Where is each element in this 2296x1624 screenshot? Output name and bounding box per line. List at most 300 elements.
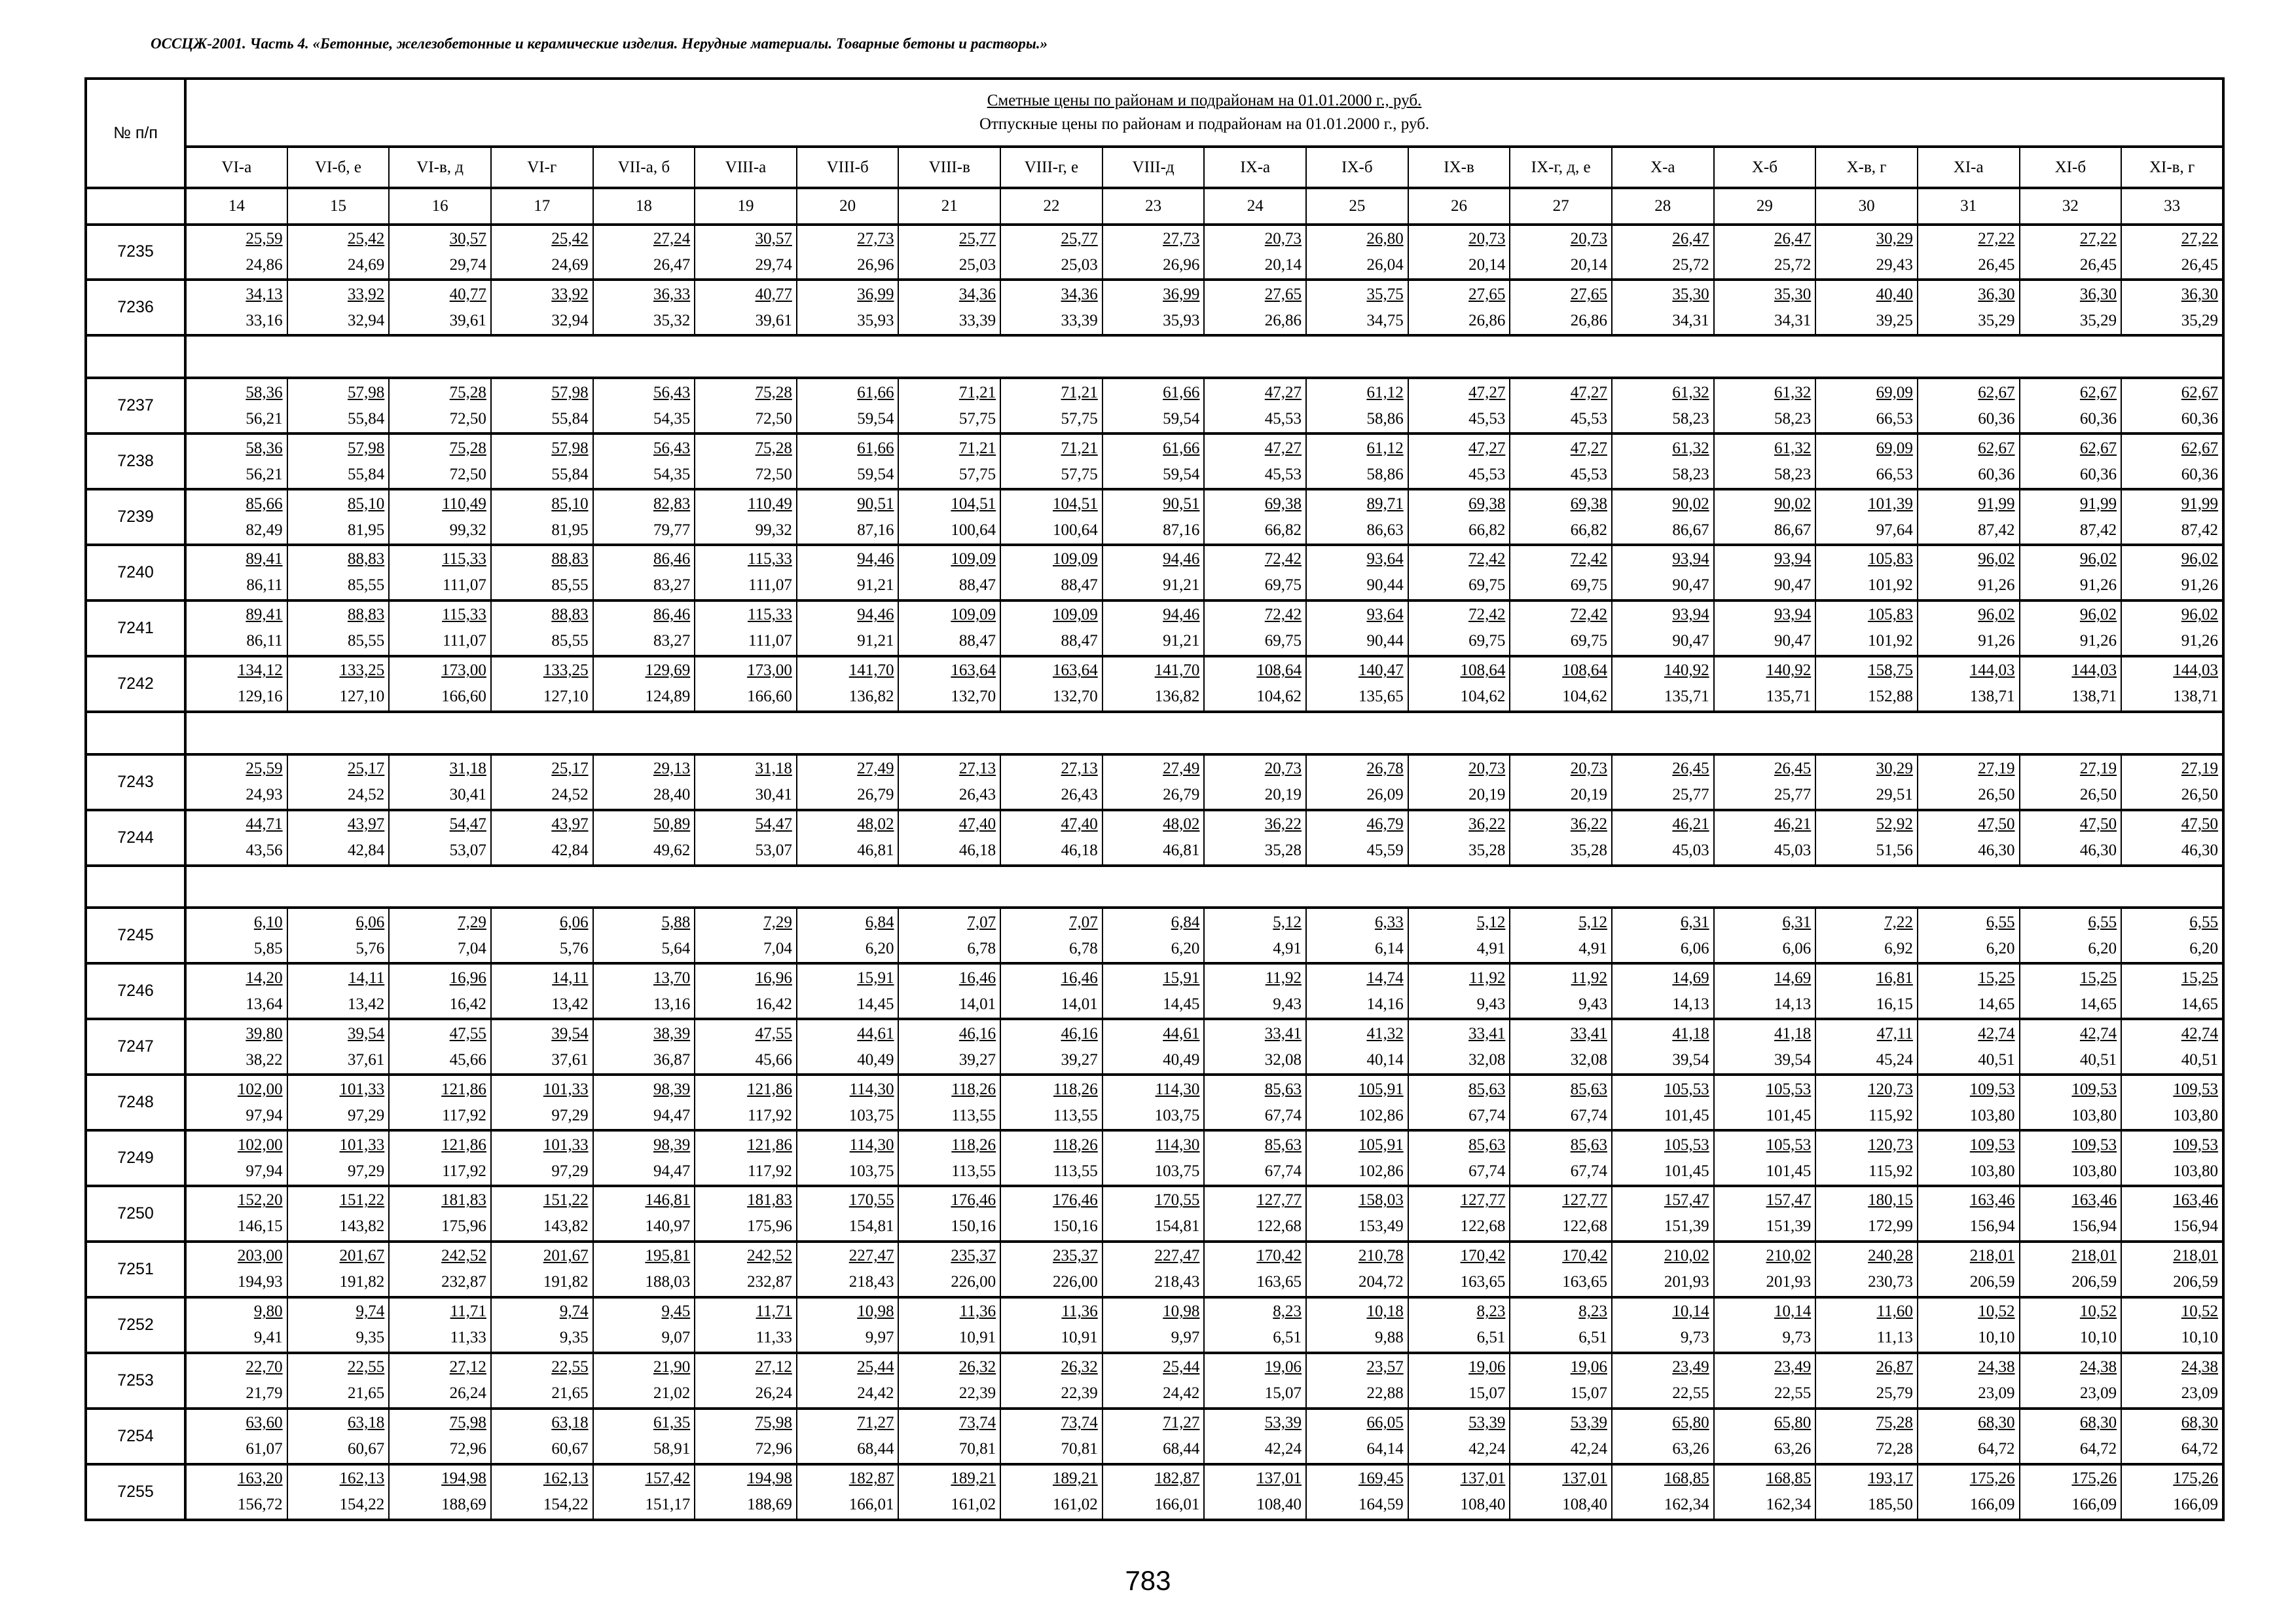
release-price: 9,73 xyxy=(1782,1329,1812,1347)
release-price: 232,87 xyxy=(747,1273,792,1291)
release-price: 88,47 xyxy=(1061,576,1098,595)
release-price: 58,23 xyxy=(1774,409,1812,428)
estimated-price: 163,46 xyxy=(2071,1191,2117,1209)
estimated-price: 101,33 xyxy=(339,1080,385,1098)
estimated-price: 36,33 xyxy=(653,285,691,303)
release-price: 188,69 xyxy=(747,1496,792,1514)
price-cell xyxy=(1612,908,1714,963)
price-cell xyxy=(695,1353,797,1409)
release-price: 101,45 xyxy=(1664,1162,1709,1180)
price-cell xyxy=(1000,434,1102,489)
release-price: 103,80 xyxy=(2071,1106,2117,1124)
price-cell xyxy=(898,908,1000,963)
price-cell xyxy=(1612,489,1714,545)
table-row xyxy=(86,1130,2223,1186)
price-cell xyxy=(1612,1242,1714,1297)
price-cell xyxy=(185,1186,287,1242)
item-code: 7248 xyxy=(86,1075,185,1130)
estimated-price: 41,32 xyxy=(1366,1024,1404,1043)
release-price: 113,55 xyxy=(951,1106,996,1124)
price-cell xyxy=(185,810,287,866)
estimated-price: 23,57 xyxy=(1366,1358,1404,1376)
estimated-price: 19,06 xyxy=(1468,1358,1506,1376)
price-cell xyxy=(1204,600,1306,656)
price-cell xyxy=(1408,378,1510,434)
estimated-price: 104,51 xyxy=(1053,494,1098,513)
estimated-price: 11,36 xyxy=(959,1302,996,1321)
price-cell xyxy=(898,1075,1000,1130)
release-price: 60,36 xyxy=(2181,465,2219,483)
estimated-price: 133,25 xyxy=(339,661,385,680)
release-price: 88,47 xyxy=(958,632,996,650)
release-price: 46,18 xyxy=(958,841,996,860)
estimated-price: 27,13 xyxy=(958,760,996,778)
release-price: 58,23 xyxy=(1774,465,1812,483)
estimated-price: 5,12 xyxy=(1273,913,1302,931)
estimated-price: 109,09 xyxy=(951,606,996,624)
release-price: 69,75 xyxy=(1468,632,1506,650)
price-cell xyxy=(1306,1242,1408,1297)
release-price: 82,49 xyxy=(246,521,283,539)
price-cell xyxy=(2121,280,2223,335)
estimated-price: 69,09 xyxy=(1876,383,1913,401)
release-price: 94,47 xyxy=(653,1106,691,1124)
column-number: 21 xyxy=(898,188,1000,225)
release-price: 162,34 xyxy=(1664,1496,1709,1514)
price-cell xyxy=(593,1297,695,1353)
release-price: 42,24 xyxy=(1468,1440,1506,1458)
release-price: 218,43 xyxy=(848,1273,894,1291)
price-cell xyxy=(695,754,797,810)
release-price: 101,92 xyxy=(1868,576,1913,595)
price-cell xyxy=(2020,1186,2122,1242)
release-price: 99,32 xyxy=(755,521,792,539)
release-price: 21,65 xyxy=(551,1384,589,1403)
price-cell xyxy=(1000,963,1102,1019)
price-cell xyxy=(1510,754,1612,810)
release-price: 32,08 xyxy=(1264,1050,1302,1069)
price-cell xyxy=(1000,225,1102,280)
release-price: 60,36 xyxy=(2181,409,2219,428)
estimated-price: 98,39 xyxy=(653,1135,691,1154)
price-cell xyxy=(1714,1130,1816,1186)
estimated-price: 7,29 xyxy=(763,913,792,931)
estimated-price: 42,74 xyxy=(2181,1024,2219,1043)
estimated-price: 75,28 xyxy=(449,383,486,401)
release-price: 166,09 xyxy=(2071,1496,2117,1514)
price-cell xyxy=(593,963,695,1019)
price-cell xyxy=(593,545,695,600)
estimated-price: 82,83 xyxy=(653,494,691,513)
release-price: 101,45 xyxy=(1766,1106,1812,1124)
price-cell xyxy=(898,225,1000,280)
price-cell xyxy=(593,1409,695,1464)
column-number: 16 xyxy=(389,188,491,225)
release-price: 166,09 xyxy=(1969,1496,2015,1514)
column-number: 27 xyxy=(1510,188,1612,225)
release-price: 54,35 xyxy=(653,465,691,483)
release-price: 57,75 xyxy=(1061,465,1098,483)
price-cell xyxy=(185,963,287,1019)
price-cell xyxy=(1815,1242,1918,1297)
price-cell xyxy=(491,1019,593,1075)
estimated-price: 96,02 xyxy=(2079,606,2117,624)
release-price: 9,43 xyxy=(1273,995,1302,1013)
document-header: ОССЦЖ-2001. Часть 4. «Бетонные, железобетонные и керамические изделия. Нерудные материалы. Товарные бетоны и растворы.» xyxy=(151,35,1048,52)
price-cell xyxy=(2121,963,2223,1019)
estimated-price: 193,17 xyxy=(1868,1469,1913,1488)
release-price: 16,42 xyxy=(449,995,486,1013)
release-price: 163,65 xyxy=(1460,1273,1506,1291)
price-cell xyxy=(1408,280,1510,335)
estimated-price: 69,38 xyxy=(1468,494,1506,513)
price-cell xyxy=(1102,600,1205,656)
price-cell xyxy=(491,1464,593,1520)
release-price: 53,07 xyxy=(755,841,792,860)
estimated-price: 33,41 xyxy=(1264,1024,1302,1043)
estimated-price: 26,47 xyxy=(1774,229,1812,248)
price-cell xyxy=(1306,810,1408,866)
estimated-price: 33,41 xyxy=(1468,1024,1506,1043)
release-price: 6,51 xyxy=(1578,1329,1607,1347)
price-cell xyxy=(695,810,797,866)
estimated-price: 19,06 xyxy=(1264,1358,1302,1376)
price-cell xyxy=(797,656,899,712)
release-price: 103,80 xyxy=(2173,1106,2219,1124)
estimated-price: 27,24 xyxy=(653,229,691,248)
estimated-price: 110,49 xyxy=(442,494,486,513)
estimated-price: 6,84 xyxy=(1171,913,1200,931)
release-price: 72,50 xyxy=(755,409,792,428)
price-cell xyxy=(185,1297,287,1353)
estimated-price: 96,02 xyxy=(1978,606,2015,624)
price-cell xyxy=(491,225,593,280)
column-number: 33 xyxy=(2121,188,2223,225)
estimated-price: 105,83 xyxy=(1868,606,1913,624)
price-cell xyxy=(1102,1019,1205,1075)
estimated-price: 90,02 xyxy=(1672,494,1709,513)
release-price: 25,72 xyxy=(1672,255,1709,274)
estimated-price: 27,12 xyxy=(449,1358,486,1376)
release-price: 161,02 xyxy=(1053,1496,1098,1514)
release-price: 26,86 xyxy=(1468,311,1506,329)
table-row xyxy=(86,1464,2223,1520)
release-price: 26,50 xyxy=(2079,786,2117,804)
release-price: 9,41 xyxy=(253,1329,283,1347)
estimated-price: 47,55 xyxy=(449,1024,486,1043)
estimated-price: 61,12 xyxy=(1366,383,1404,401)
release-price: 26,09 xyxy=(1366,786,1404,804)
item-code: 7235 xyxy=(86,225,185,280)
price-cell xyxy=(1408,1075,1510,1130)
release-price: 104,62 xyxy=(1256,688,1302,706)
price-cell xyxy=(1510,434,1612,489)
price-cell xyxy=(1408,489,1510,545)
estimated-price: 10,52 xyxy=(2079,1302,2117,1321)
release-price: 166,09 xyxy=(2173,1496,2219,1514)
price-cell xyxy=(898,1464,1000,1520)
estimated-price: 15,25 xyxy=(2181,969,2219,987)
release-price: 21,02 xyxy=(653,1384,691,1403)
separator-code-cell xyxy=(86,866,185,908)
table-row xyxy=(86,754,2223,810)
estimated-price: 22,70 xyxy=(246,1358,283,1376)
price-cell xyxy=(797,1186,899,1242)
table-row xyxy=(86,656,2223,712)
estimated-price: 203,00 xyxy=(237,1247,283,1265)
price-cell xyxy=(389,908,491,963)
price-cell xyxy=(593,1186,695,1242)
release-price: 67,74 xyxy=(1570,1106,1607,1124)
price-cell xyxy=(287,378,390,434)
price-cell xyxy=(1000,1353,1102,1409)
estimated-price: 57,98 xyxy=(551,383,589,401)
price-cell xyxy=(1714,225,1816,280)
estimated-price: 36,22 xyxy=(1264,815,1302,834)
release-price: 55,84 xyxy=(551,465,589,483)
release-price: 146,15 xyxy=(237,1217,283,1236)
release-price: 35,29 xyxy=(2079,311,2117,329)
price-cell xyxy=(491,600,593,656)
price-cell xyxy=(491,1186,593,1242)
price-cell xyxy=(1510,1130,1612,1186)
estimated-price: 21,90 xyxy=(653,1358,691,1376)
release-price: 54,35 xyxy=(653,409,691,428)
release-price: 132,70 xyxy=(1053,688,1098,706)
release-price: 14,13 xyxy=(1672,995,1709,1013)
price-cell xyxy=(898,1297,1000,1353)
estimated-price: 27,73 xyxy=(1163,229,1200,248)
release-price: 10,10 xyxy=(1978,1329,2015,1347)
estimated-price: 71,21 xyxy=(958,383,996,401)
price-cell xyxy=(797,489,899,545)
region-header: VII-а, б xyxy=(593,147,695,188)
region-header: XI-а xyxy=(1918,147,2020,188)
estimated-price: 189,21 xyxy=(1053,1469,1098,1488)
estimated-price: 75,98 xyxy=(755,1414,792,1432)
release-price: 53,07 xyxy=(449,841,486,860)
price-cell xyxy=(797,908,899,963)
estimated-price: 105,53 xyxy=(1766,1080,1812,1098)
estimated-price: 69,38 xyxy=(1264,494,1302,513)
price-cell xyxy=(2020,280,2122,335)
release-price: 91,26 xyxy=(2079,576,2117,595)
estimated-price: 46,79 xyxy=(1366,815,1404,834)
price-cell xyxy=(1408,1019,1510,1075)
price-cell xyxy=(1408,434,1510,489)
release-price: 15,07 xyxy=(1570,1384,1607,1403)
price-cell xyxy=(2121,1409,2223,1464)
table-row xyxy=(86,908,2223,963)
price-cell xyxy=(1918,656,2020,712)
price-cell xyxy=(1306,908,1408,963)
release-price: 162,34 xyxy=(1766,1496,1812,1514)
price-cell xyxy=(185,754,287,810)
estimated-price: 33,92 xyxy=(348,285,385,303)
price-table-body xyxy=(86,79,2223,1520)
release-price: 24,52 xyxy=(348,786,385,804)
price-cell xyxy=(1306,1075,1408,1130)
price-cell xyxy=(593,1353,695,1409)
release-price: 46,81 xyxy=(857,841,894,860)
release-price: 143,82 xyxy=(339,1217,385,1236)
price-cell xyxy=(898,1409,1000,1464)
price-cell xyxy=(1204,1353,1306,1409)
estimated-price: 121,86 xyxy=(747,1135,792,1154)
release-price: 68,44 xyxy=(857,1440,894,1458)
release-price: 108,40 xyxy=(1256,1496,1302,1514)
separator-code-cell xyxy=(86,335,185,378)
estimated-price: 6,06 xyxy=(559,913,589,931)
price-cell xyxy=(593,434,695,489)
estimated-price: 105,91 xyxy=(1358,1135,1404,1154)
release-price: 24,69 xyxy=(551,255,589,274)
price-cell xyxy=(389,378,491,434)
price-cell xyxy=(1510,489,1612,545)
price-cell xyxy=(1306,545,1408,600)
price-cell xyxy=(797,545,899,600)
release-price: 163,65 xyxy=(1256,1273,1302,1291)
estimated-price: 27,22 xyxy=(2181,229,2219,248)
price-cell xyxy=(695,280,797,335)
estimated-price: 61,32 xyxy=(1672,439,1709,457)
estimated-price: 201,67 xyxy=(543,1247,589,1265)
price-cell xyxy=(491,545,593,600)
release-price: 97,29 xyxy=(348,1106,385,1124)
release-price: 117,92 xyxy=(748,1106,792,1124)
estimated-price: 129,69 xyxy=(645,661,691,680)
price-cell xyxy=(389,489,491,545)
price-cell xyxy=(1000,280,1102,335)
release-price: 35,93 xyxy=(857,311,894,329)
release-price: 7,04 xyxy=(763,939,792,957)
price-cell xyxy=(1102,489,1205,545)
price-cell xyxy=(1102,378,1205,434)
release-price: 23,09 xyxy=(2079,1384,2117,1403)
price-cell xyxy=(2020,1130,2122,1186)
region-header: X-б xyxy=(1714,147,1816,188)
price-cell xyxy=(1918,1297,2020,1353)
estimated-price: 53,39 xyxy=(1264,1414,1302,1432)
price-cell xyxy=(185,1242,287,1297)
price-cell xyxy=(1000,656,1102,712)
estimated-price: 181,83 xyxy=(747,1191,792,1209)
estimated-price: 137,01 xyxy=(1562,1469,1607,1488)
price-cell xyxy=(1408,1464,1510,1520)
estimated-price: 158,03 xyxy=(1358,1191,1404,1209)
release-price: 25,03 xyxy=(1061,255,1098,274)
release-price: 151,17 xyxy=(645,1496,691,1514)
release-price: 6,20 xyxy=(2088,939,2117,957)
estimated-price: 11,92 xyxy=(1265,969,1302,987)
price-cell xyxy=(1204,1464,1306,1520)
estimated-price: 93,94 xyxy=(1774,550,1812,568)
table-row xyxy=(86,545,2223,600)
estimated-price: 46,21 xyxy=(1672,815,1709,834)
release-price: 87,16 xyxy=(1163,521,1200,539)
price-cell xyxy=(185,434,287,489)
price-cell xyxy=(1714,489,1816,545)
estimated-price: 16,81 xyxy=(1876,969,1913,987)
estimated-price: 9,74 xyxy=(355,1302,385,1321)
price-cell xyxy=(491,656,593,712)
estimated-price: 218,01 xyxy=(2173,1247,2219,1265)
estimated-price: 240,28 xyxy=(1868,1247,1913,1265)
release-price: 85,55 xyxy=(348,576,385,595)
price-cell xyxy=(185,280,287,335)
estimated-price: 61,66 xyxy=(857,439,894,457)
estimated-price: 85,63 xyxy=(1264,1135,1302,1154)
price-cell xyxy=(1408,225,1510,280)
table-row xyxy=(86,489,2223,545)
release-price: 42,24 xyxy=(1264,1440,1302,1458)
release-price: 99,32 xyxy=(449,521,486,539)
price-cell xyxy=(1918,754,2020,810)
estimated-price: 88,83 xyxy=(551,550,589,568)
release-price: 6,20 xyxy=(865,939,894,957)
price-cell xyxy=(898,754,1000,810)
estimated-price: 25,44 xyxy=(857,1358,894,1376)
estimated-price: 25,59 xyxy=(246,229,283,248)
estimated-price: 210,78 xyxy=(1358,1247,1404,1265)
release-price: 45,53 xyxy=(1264,409,1302,428)
price-cell xyxy=(898,545,1000,600)
estimated-price: 127,77 xyxy=(1460,1191,1506,1209)
release-price: 21,65 xyxy=(348,1384,385,1403)
release-price: 58,91 xyxy=(653,1440,691,1458)
estimated-price: 20,73 xyxy=(1264,760,1302,778)
price-cell xyxy=(1408,1353,1510,1409)
release-price: 24,93 xyxy=(246,786,283,804)
release-price: 122,68 xyxy=(1256,1217,1302,1236)
region-header: VIII-б xyxy=(797,147,899,188)
price-cell xyxy=(389,434,491,489)
release-price: 26,45 xyxy=(2181,255,2219,274)
item-code: 7241 xyxy=(86,600,185,656)
release-price: 172,99 xyxy=(1868,1217,1913,1236)
release-price: 103,75 xyxy=(1154,1162,1200,1180)
price-cell xyxy=(185,489,287,545)
price-cell xyxy=(2020,1075,2122,1130)
release-price: 36,87 xyxy=(653,1050,691,1069)
release-price: 175,96 xyxy=(441,1217,486,1236)
release-price: 69,75 xyxy=(1264,576,1302,595)
release-price: 100,64 xyxy=(951,521,996,539)
release-price: 13,42 xyxy=(551,995,589,1013)
release-price: 35,28 xyxy=(1264,841,1302,860)
price-cell xyxy=(491,489,593,545)
release-price: 90,47 xyxy=(1774,632,1812,650)
price-cell xyxy=(491,434,593,489)
price-cell xyxy=(1408,1409,1510,1464)
release-price: 150,16 xyxy=(951,1217,996,1236)
release-price: 206,59 xyxy=(1969,1273,2015,1291)
price-cell xyxy=(1918,810,2020,866)
price-cell xyxy=(1306,225,1408,280)
price-cell xyxy=(898,378,1000,434)
estimated-price: 20,73 xyxy=(1468,229,1506,248)
release-price: 11,33 xyxy=(756,1329,792,1347)
price-cell xyxy=(491,963,593,1019)
release-price: 22,39 xyxy=(958,1384,996,1403)
estimated-price: 44,61 xyxy=(1163,1024,1200,1043)
price-cell xyxy=(593,1130,695,1186)
price-cell xyxy=(389,545,491,600)
estimated-price: 110,49 xyxy=(748,494,792,513)
release-price: 67,74 xyxy=(1264,1162,1302,1180)
estimated-price: 11,92 xyxy=(1571,969,1607,987)
estimated-price: 115,33 xyxy=(442,606,486,624)
